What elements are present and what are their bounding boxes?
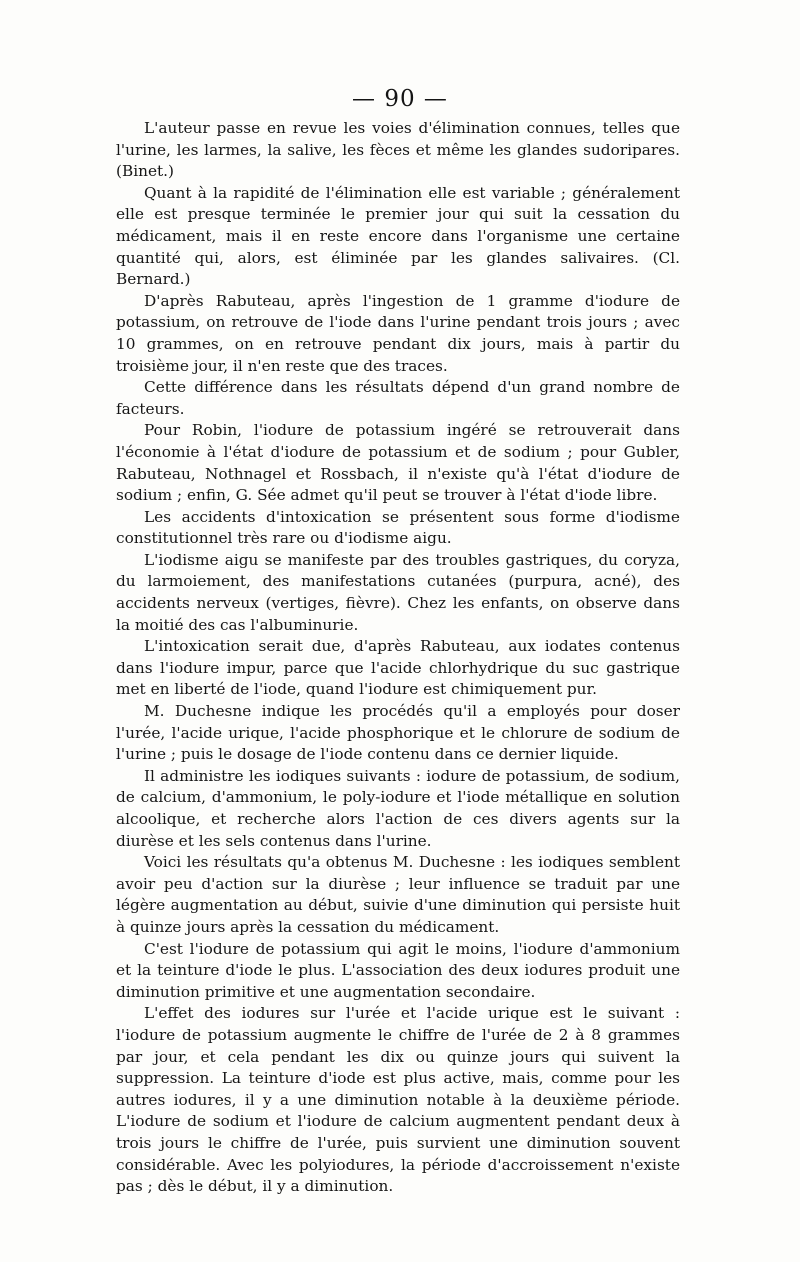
paragraph-3: D'après Rabuteau, après l'ingestion de 1 gramme d'iodure de potassium, on retrouve de l'iode dans l'urine pendant trois jours ; avec 10 grammes, on en retrouve pendant dix jours, mais à partir du troisième jour, il n'en reste que des traces. xyxy=(116,291,680,375)
paragraph-11: Voici les résultats qu'a obtenus M. Duchesne : les iodiques semblent avoir peu d'action sur la diurèse ; leur influence se traduit par une légère augmentation au début, suivie d'une diminution qui persiste huit à quinze jours après la cessation du médicament. xyxy=(116,853,680,936)
paragraph-8: L'intoxication serait due, d'après Rabuteau, aux iodates contenus dans l'iodure impur, parce que l'acide chlorhydrique du suc gastrique met en liberté de l'iode, quand l'iodure est chimiquement pur. xyxy=(116,637,680,699)
paragraph-5: Pour Robin, l'iodure de potassium ingéré se retrouverait dans l'économie à l'état d'iodure de potassium et de sodium ; pour Gubler, Rabuteau, Nothnagel et Rossbach, il n'existe qu'à l'état d'iodure de sodium ; enfin, G. Sée admet qu'il peut se trouver à l'état d'iode libre. xyxy=(116,421,680,505)
paragraph-12: C'est l'iodure de potassium qui agit le moins, l'iodure d'ammonium et la teinture d'iode le plus. L'association des deux iodures produit une diminution primitive et une augmentation secondaire. xyxy=(116,939,680,1001)
paragraph-7: L'iodisme aigu se manifeste par des troubles gastriques, du coryza, du larmoiement, des manifestations cutanées (purpura, acné), des accidents nerveux (vertiges, fièvre). Chez les enfants, on observe dans la moitié des cas l'albuminurie. xyxy=(116,550,680,634)
paragraph-2: Quant à la rapidité de l'élimination elle est variable ; généralement elle est presque terminée le premier jour qui suit la cessation du médicament, mais il en reste encore dans l'organisme une certaine quantité qui, alors, est éliminée par les glandes salivaires. (Cl. Bernard.) xyxy=(116,183,680,289)
paragraph-1: L'auteur passe en revue les voies d'élimination connues, telles que l'urine, les larmes, la salive, les fèces et même les glandes sudoripares. (Binet.) xyxy=(116,119,680,181)
paragraph-4: Cette différence dans les résultats dépend d'un grand nombre de facteurs. xyxy=(116,378,680,418)
paragraph-10: Il administre les iodiques suivants : iodure de potassium, de sodium, de calcium, d'ammonium, le poly-iodure et l'iode métallique en solution alcoolique, et recherche alors l'action de ces divers agents sur la diurèse et les sels contenus dans l'urine. xyxy=(116,766,680,850)
paragraph-6: Les accidents d'intoxication se présentent sous forme d'iodisme constitutionnel très rare ou d'iodisme aigu. xyxy=(116,507,680,548)
paragraph-9: M. Duchesne indique les procédés qu'il a employés pour doser l'urée, l'acide urique, l'acide phosphorique et le chlorure de sodium de l'urine ; puis le dosage de l'iode contenu dans ce dernier liquide. xyxy=(116,702,680,764)
page-number: — 90 — xyxy=(352,86,448,112)
paragraph-13: L'effet des iodures sur l'urée et l'acide urique est le suivant : l'iodure de potassium augmente le chiffre de l'urée de 2 à 8 grammes par jour, et cela pendant les dix ou quinze jours qui suivent la suppression. La teinture d'iode est plus active, mais, comme pour les autres iodures, il y a une diminution notable à la deuxième période. L'iodure de sodium et l'iodure de calcium augmentent pendant deux à trois jours le chiffre de l'urée, puis survient une diminution souvent considérable. Avec les polyiodures, la période d'accroissement n'existe pas ; dès le début, il y a diminution. xyxy=(116,1004,680,1196)
body-text xyxy=(116,118,680,1198)
